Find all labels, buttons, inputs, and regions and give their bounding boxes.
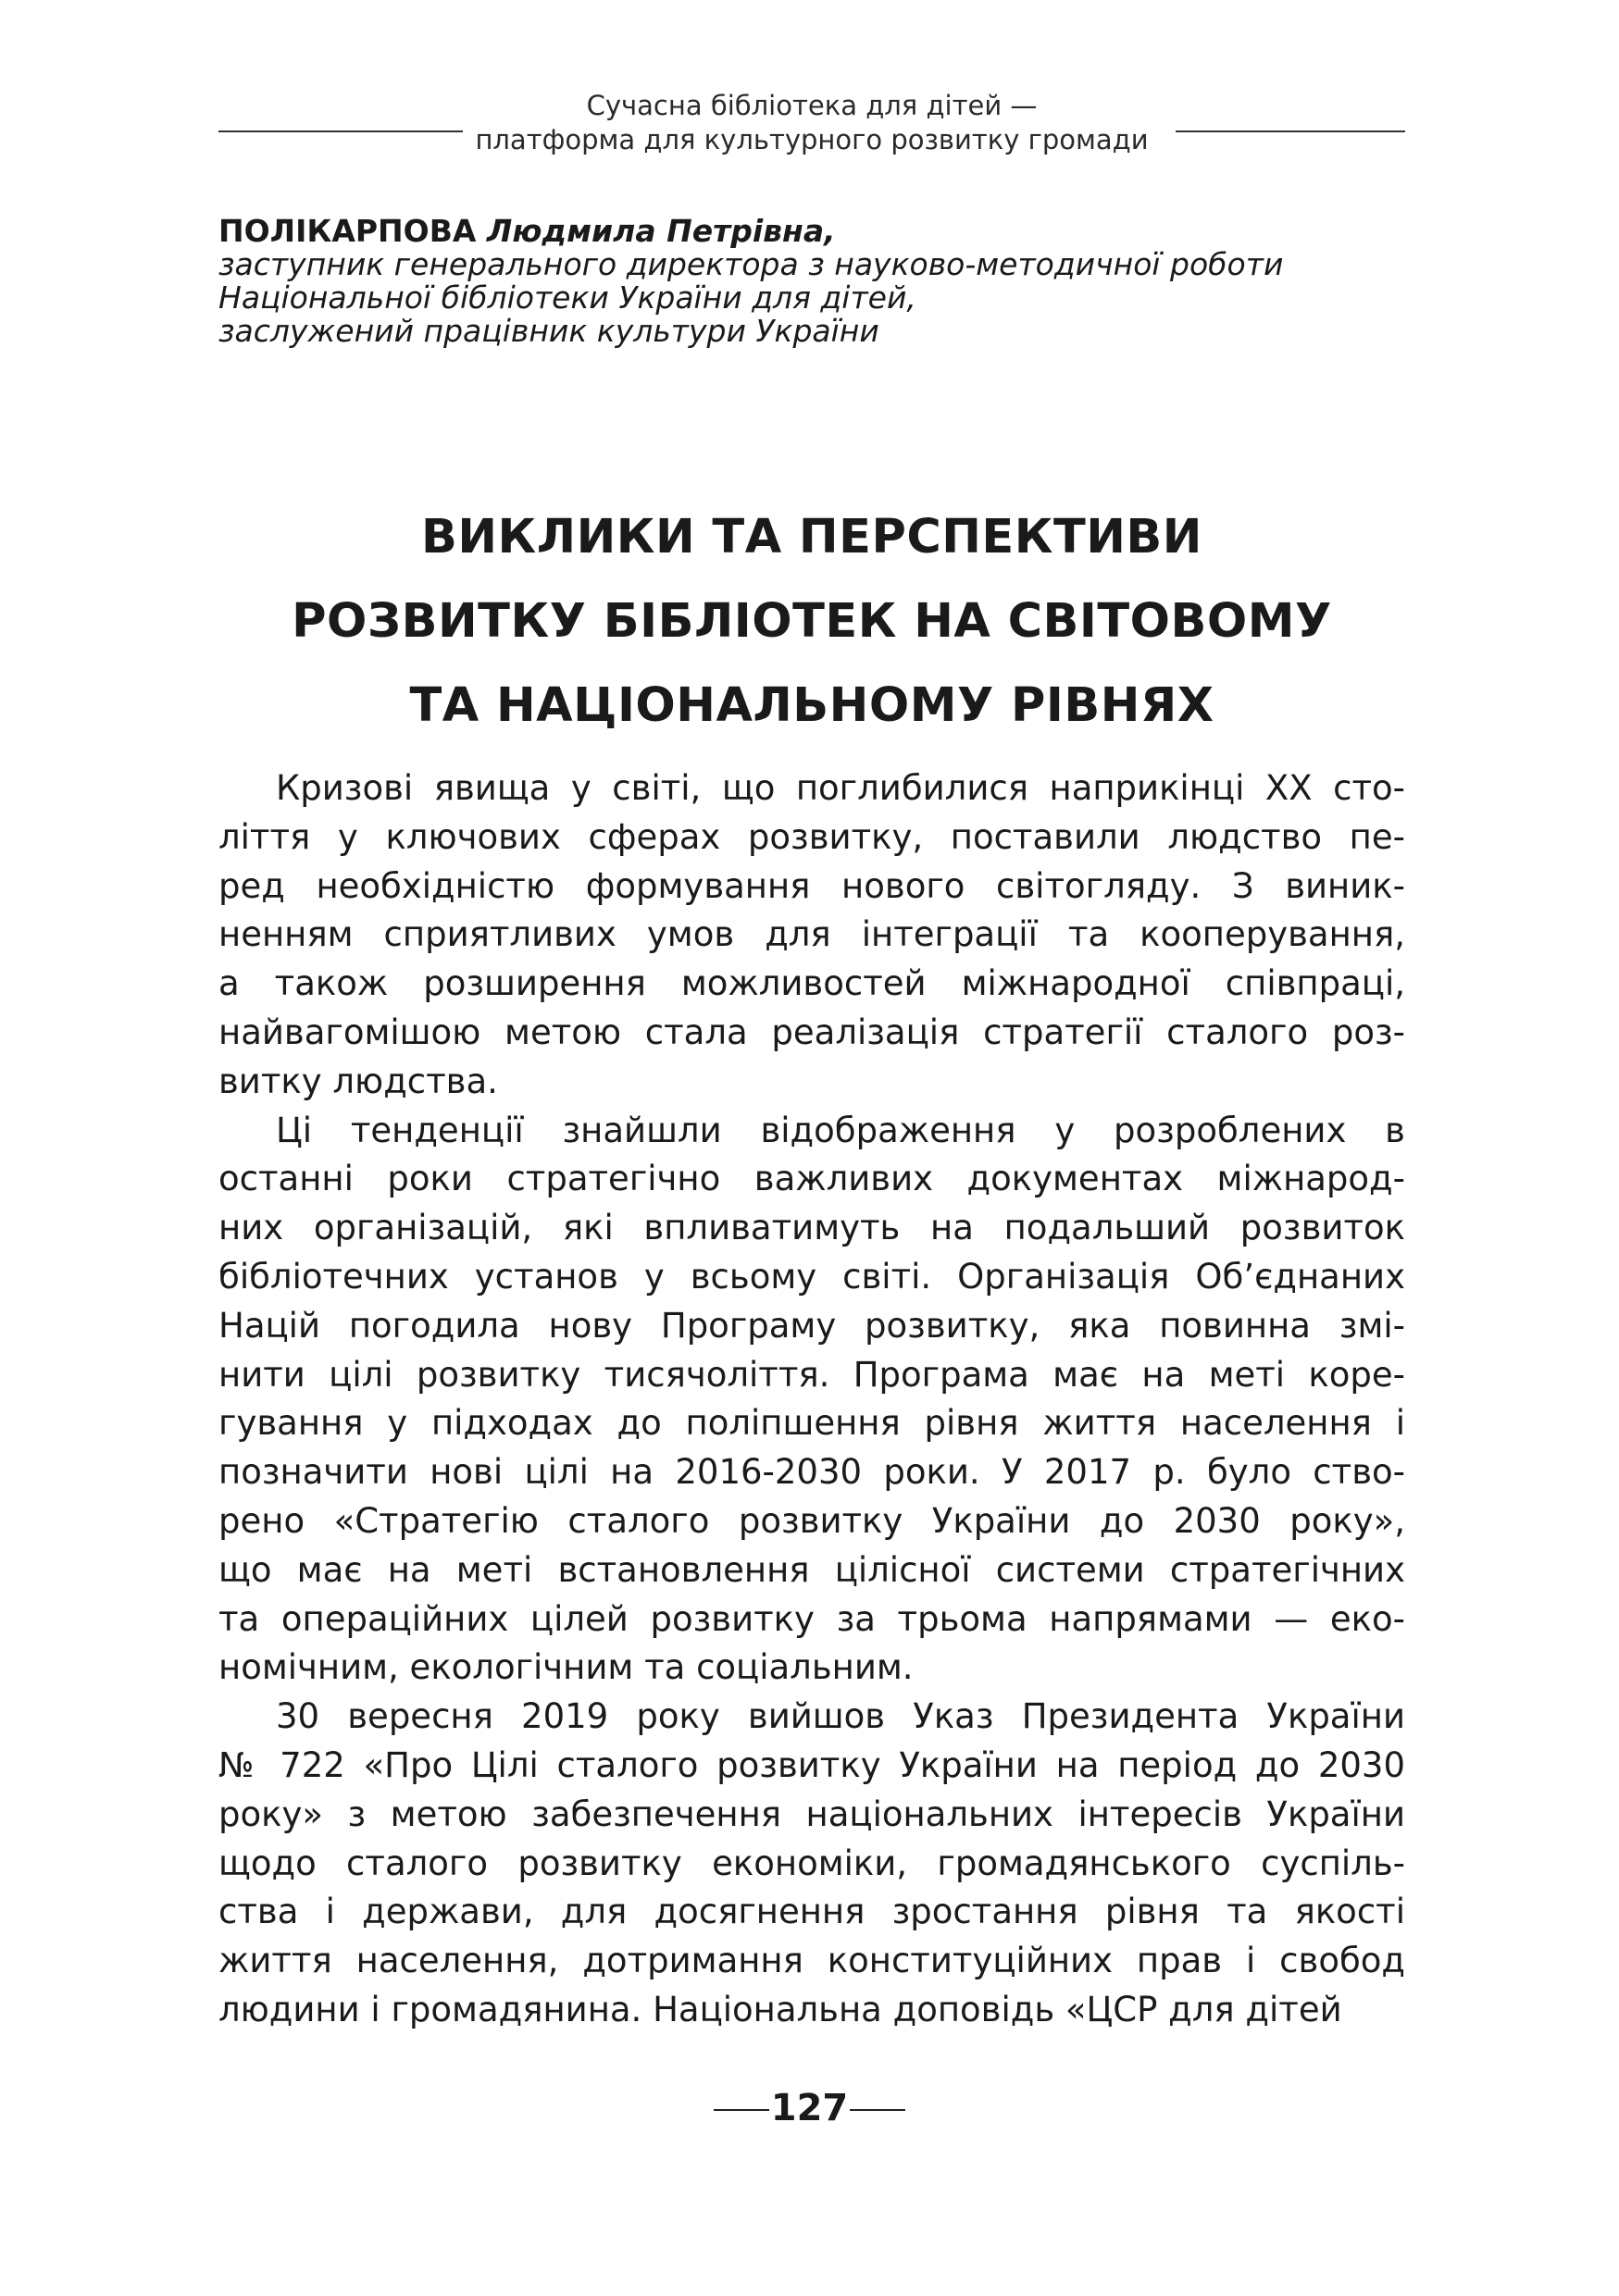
title-line: РОЗВИТКУ БІБЛІОТЕК НА СВІТОВОМУ: [292, 594, 1332, 649]
body-line: номічним, екологічним та соціальним.: [218, 1647, 914, 1688]
author-affiliation: Національної бібліотеки України для дітей,: [218, 279, 916, 316]
page-number-value: 127: [770, 2087, 849, 2129]
body-line: що має на меті встановлення цілісної системи стратегічних: [218, 1549, 1405, 1590]
author-position: заступник генерального директора з науково-методичної роботи: [218, 246, 1284, 282]
body-line: найвагомішою метою стала реалізація стратегії сталого роз-: [218, 1011, 1405, 1052]
body-line: останні роки стратегічно важливих документах міжнарод-: [218, 1159, 1405, 1199]
running-head-rule-left: [218, 130, 463, 132]
body-line: ліття у ключових сферах розвитку, поставили людство пе-: [218, 816, 1405, 857]
author-given-names: Людмила Петрівна,: [486, 213, 836, 249]
body-line: людини і громадянина. Національна доповідь «ЦСР для дітей: [218, 1989, 1342, 2029]
body-line: щодо сталого розвитку економіки, громадянського суспіль-: [218, 1843, 1405, 1883]
body-line: № 722 «Про Цілі сталого розвитку України на період до 2030: [218, 1744, 1405, 1785]
body-paragraph: [218, 1693, 1405, 2035]
page-number-dash-left: [714, 2109, 769, 2111]
body-paragraph: [218, 1107, 1405, 1694]
running-head-rule-right: [1176, 130, 1405, 132]
body-line: рено «Стратегію сталого розвитку України до 2030 року»,: [218, 1500, 1405, 1541]
body-line: бібліотечних установ у всьому світі. Організація Об’єднаних: [218, 1256, 1405, 1297]
body-line: Ці тенденції знайшли відображення у розроблених в: [276, 1110, 1405, 1150]
body-line: позначити нові цілі на 2016-2030 роки. У 2017 р. було ство-: [218, 1452, 1405, 1493]
running-head-line-1: Сучасна бібліотека для дітей —: [586, 90, 1038, 121]
body-line: ненням сприятливих умов для інтеграції та кооперування,: [218, 914, 1405, 955]
article-body: [218, 764, 1405, 2035]
body-line: нити цілі розвитку тисячоліття. Програма має на меті коре-: [218, 1354, 1405, 1395]
body-line: ства і держави, для досягнення зростання рівня та якості: [218, 1892, 1405, 1932]
body-paragraph: [218, 764, 1405, 1107]
body-line: року» з метою забезпечення національних інтересів України: [218, 1793, 1405, 1834]
body-line: та операційних цілей розвитку за трьома напрямами — еко-: [218, 1598, 1405, 1639]
body-line: 30 вересня 2019 року вийшов Указ Президента України: [276, 1696, 1405, 1737]
running-head: [218, 89, 1405, 157]
author-honorific: заслужений працівник культури України: [218, 313, 879, 349]
title-line: ТА НАЦІОНАЛЬНОМУ РІВНЯХ: [409, 678, 1214, 733]
body-line: а також розширення можливостей міжнародної співпраці,: [218, 963, 1405, 1004]
body-line: Націй погодила нову Програму розвитку, яка повинна змі-: [218, 1305, 1405, 1346]
author-name: [218, 215, 1405, 248]
running-head-line-2: платформа для культурного розвитку громади: [475, 124, 1149, 155]
title-line: ВИКЛИКИ ТА ПЕРСПЕКТИВИ: [421, 510, 1202, 565]
body-line: життя населення, дотримання конституційних прав і свобод: [218, 1941, 1405, 1981]
body-line: витку людства.: [218, 1061, 498, 1101]
body-line: Кризові явища у світі, що поглибилися наприкінці XX сто-: [276, 768, 1405, 808]
body-line: них організацій, які впливатимуть на подальший розвиток: [218, 1208, 1405, 1248]
author-surname: ПОЛІКАРПОВА: [218, 213, 477, 249]
page-number: [0, 2086, 1619, 2130]
author-block: [218, 215, 1405, 348]
article-title: [218, 495, 1405, 748]
body-line: гування у підходах до поліпшення рівня життя населення і: [218, 1403, 1405, 1444]
body-line: ред необхідністю формування нового світогляду. З виник-: [218, 865, 1405, 906]
page-number-dash-right: [850, 2109, 905, 2111]
